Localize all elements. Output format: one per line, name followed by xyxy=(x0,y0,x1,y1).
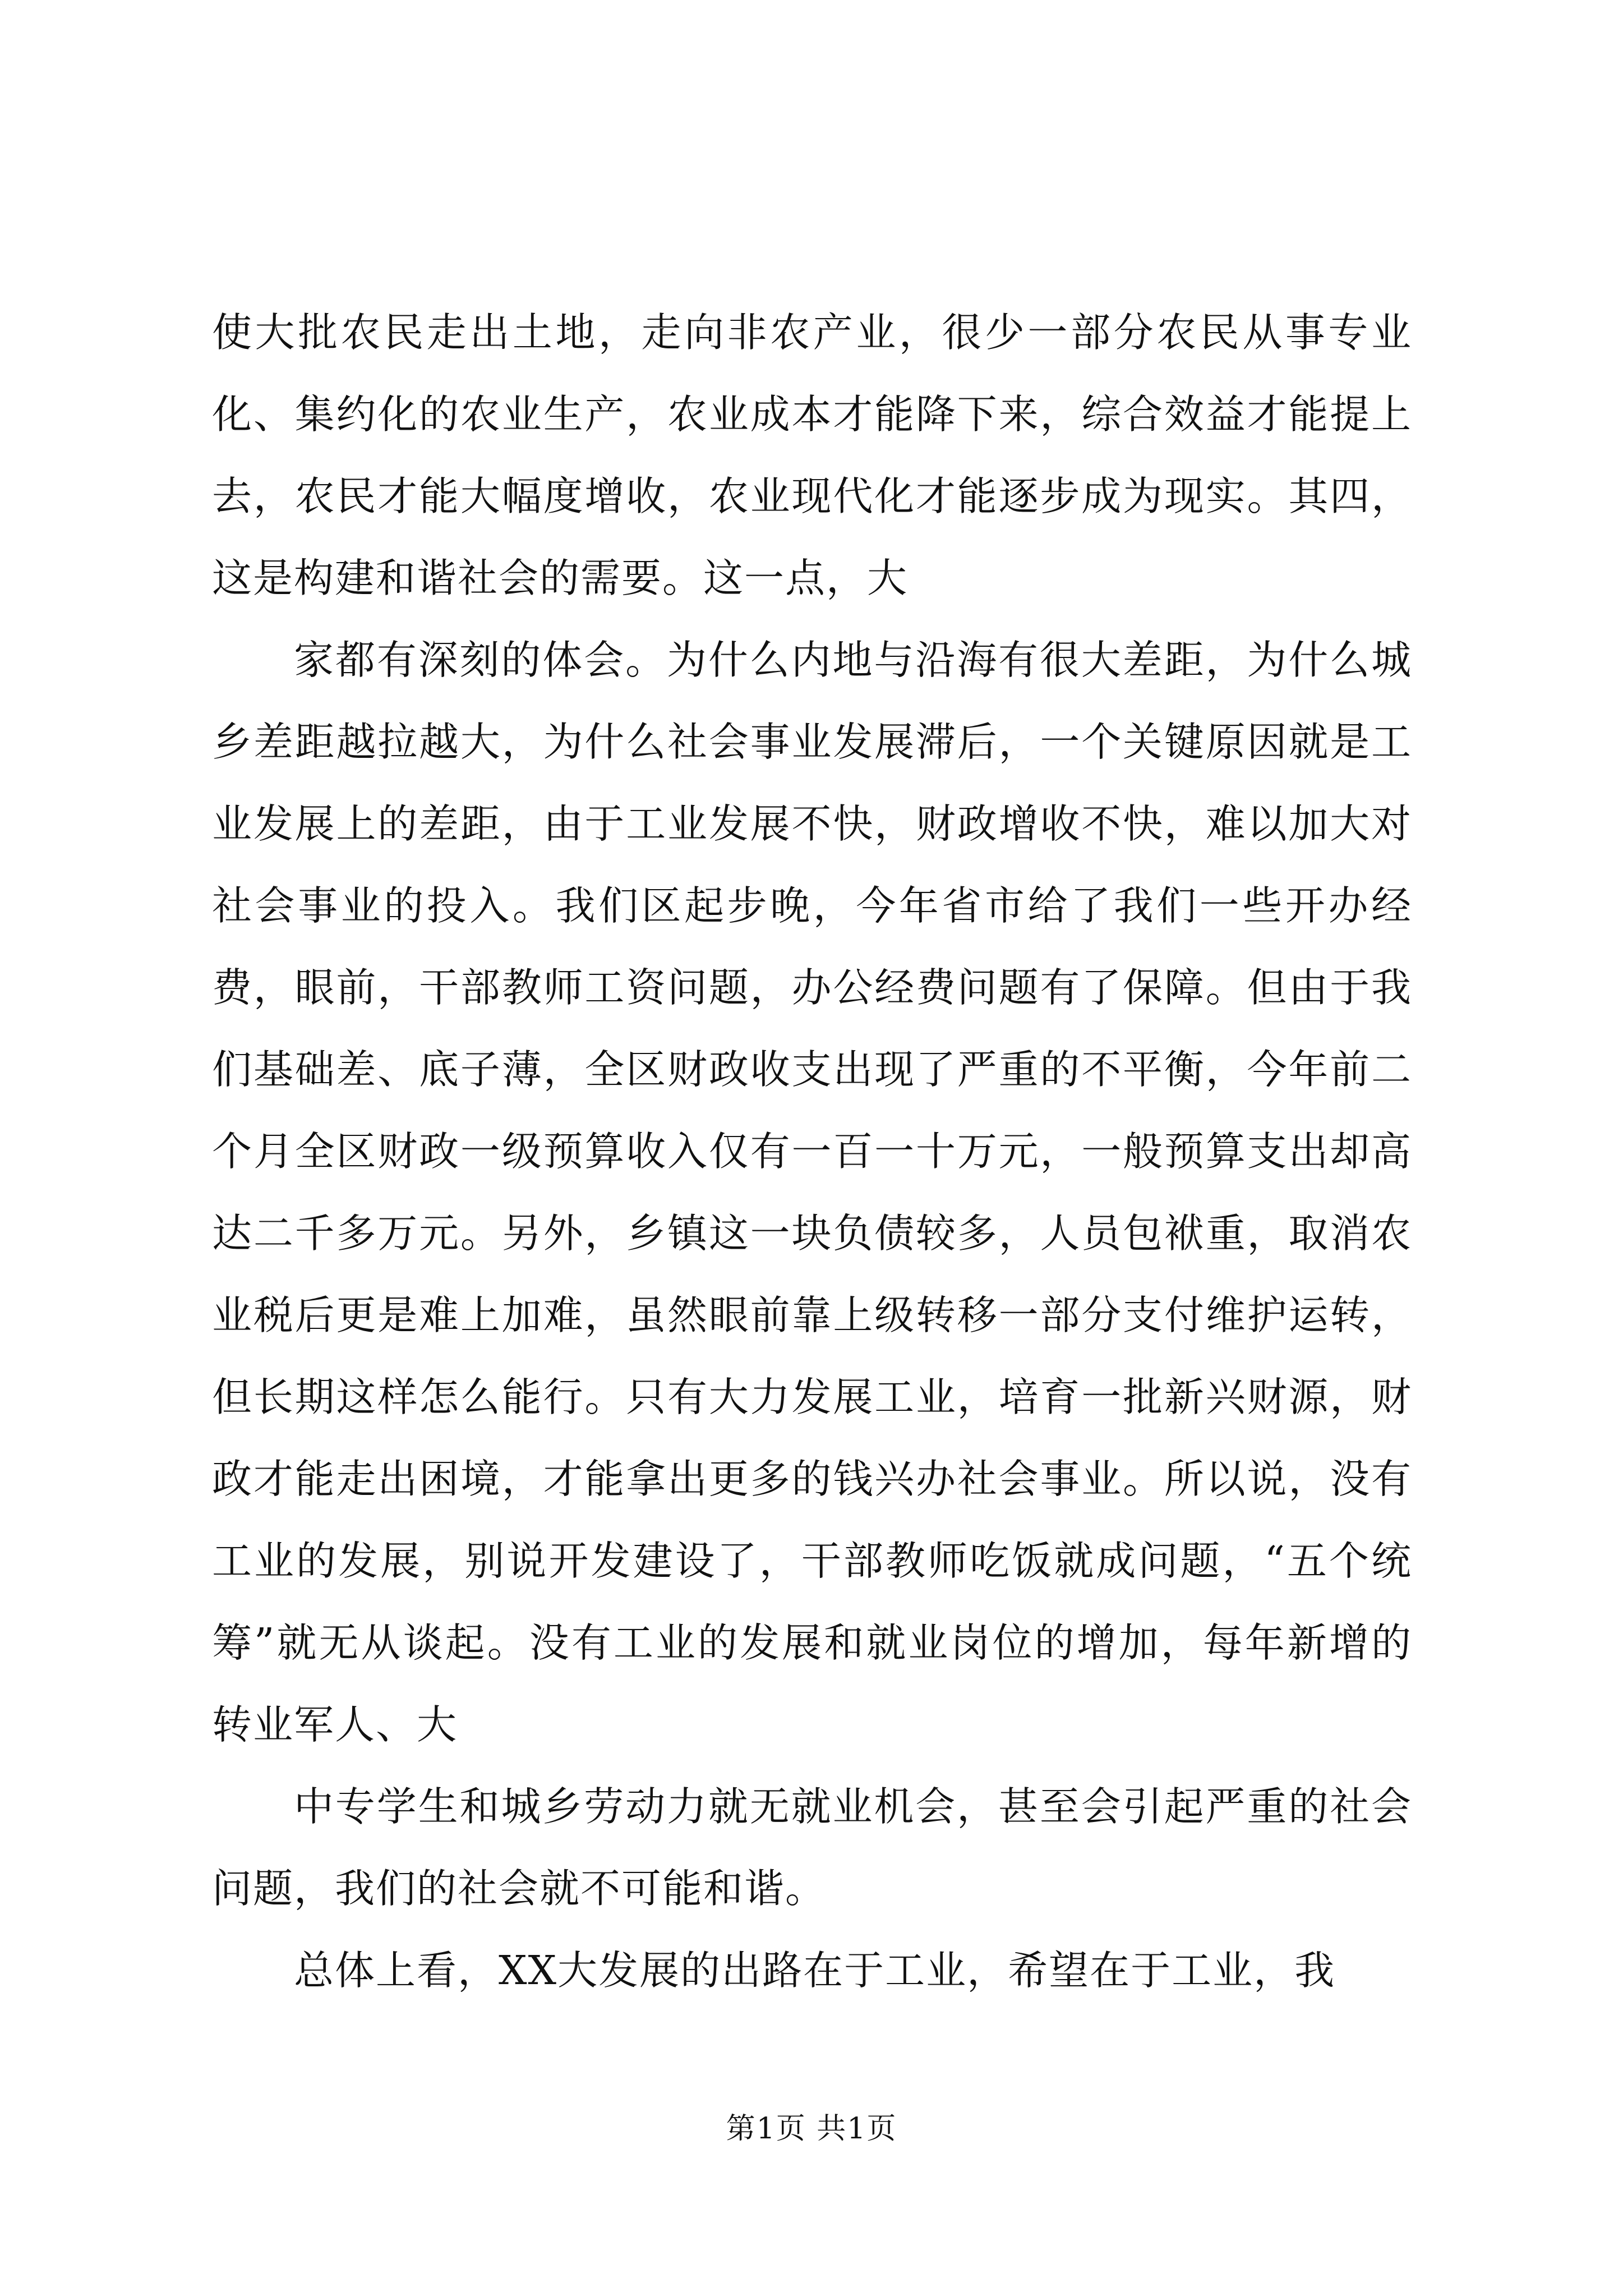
paragraph-3: 中专学生和城乡劳动力就无就业机会，甚至会引起严重的社会问题，我们的社会就不可能和谐。 xyxy=(212,1783,1412,1912)
paragraph-2: 家都有深刻的体会。为什么内地与沿海有很大差距，为什么城乡差距越拉越大，为什么社会事业发展滞后，一个关键原因就是工业发展上的差距，由于工业发展不快，财政增收不快，难以加大对社会事业的投入。我们区起步晚，今年省市给了我们一些开办经费，眼前，干部教师工资问题，办公经费问题有了保障。但由于我们基础差、底子薄，全区财政收支出现了严重的不平衡，今年前二个月全区财政一级预算收入仅有一百一十万元，一般预算支出却高达二千多万元。另外，乡镇这一块负债较多，人员包袱重，取消农业税后更是难上加难，虽然眼前靠上级转移一部分支付维护运转，但长期这样怎么能行。只有大力发展工业，培育一批新兴财源，财政才能走出困境，才能拿出更多的钱兴办社会事业。所以说，没有工业的发展，别说开发建设了，干部教师吃饭就成问题，“五个统筹”就无从谈起。没有工业的发展和就业岗位的增加，每年新增的转业军人、大 xyxy=(212,637,1412,1748)
paragraph-1: 使大批农民走出土地，走向非农产业，很少一部分农民从事专业化、集约化的农业生产，农业成本才能降下来，综合效益才能提上去，农民才能大幅度增收，农业现代化才能逐步成为现实。其四，这是构建和谐社会的需要。这一点，大 xyxy=(212,309,1412,601)
page-footer: 第1页 共1页 xyxy=(726,2112,897,2146)
paragraph-4: 总体上看，XX大发展的出路在于工业，希望在于工业，我 xyxy=(294,1947,1336,1994)
body-text xyxy=(212,292,1412,2012)
